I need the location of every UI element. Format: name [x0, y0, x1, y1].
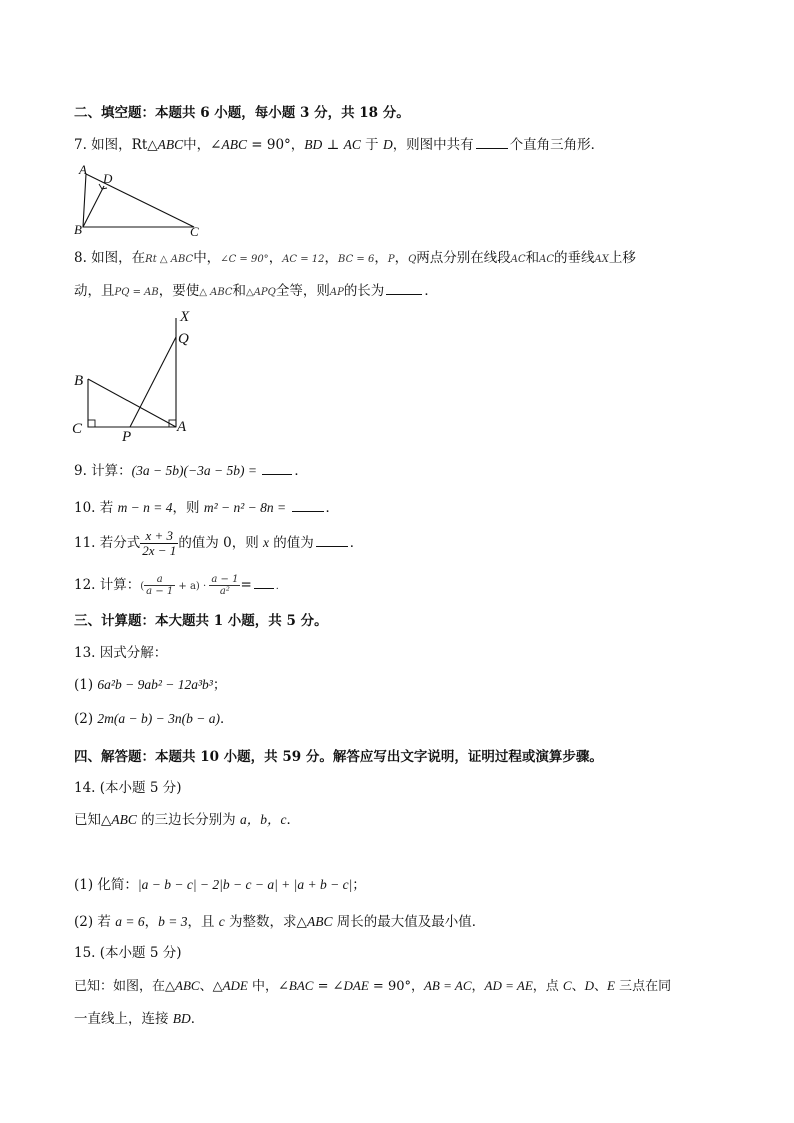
q14-p1-expression: |a − b − c| − 2|b − c − a| + |a + b − c|: [137, 877, 353, 892]
q11-lead: 11. 若分式: [74, 535, 141, 551]
q7-label-c: C: [190, 224, 199, 238]
q11-answer-blank[interactable]: [316, 533, 348, 547]
q14-a-value: a = 6: [115, 914, 145, 929]
q15-text: 、△: [199, 979, 223, 994]
q9-tail: ．: [294, 463, 308, 479]
q7-tail1: ，则图中共有: [392, 137, 474, 153]
q7-mid2: = 90°，: [246, 137, 305, 153]
q10-condition: m − n = 4: [117, 500, 173, 515]
q14-given3: ．: [286, 812, 300, 828]
q8-seg-ac2: AC: [539, 254, 555, 265]
q7-bd: BD: [304, 137, 323, 152]
q8-right-angle-c: [88, 420, 95, 427]
question-14-part-1: [74, 876, 366, 894]
q8-pq-ab: PQ = AB: [114, 287, 159, 298]
q15-text: ．: [190, 1011, 205, 1027]
q8-label-x: X: [180, 309, 190, 325]
q14-b-value: b = 3: [158, 914, 188, 929]
q8-tri-apq: △APQ: [246, 287, 276, 298]
q11-end: ．: [349, 535, 364, 551]
q8-label-a: A: [177, 419, 187, 435]
q14-abc-2: ABC: [306, 914, 333, 929]
q15-text: = 90°，: [368, 979, 424, 994]
question-15-line-1: [74, 977, 671, 996]
q7-abc: ABC: [157, 137, 184, 152]
q12-answer-blank[interactable]: [254, 575, 274, 589]
q7-label-b: B: [74, 222, 82, 237]
q12-numerator-1: a: [144, 574, 175, 586]
question-14-part-2: [74, 913, 485, 931]
q14-text: ，且: [187, 914, 219, 930]
q8-ac-value: AC = 12: [282, 254, 325, 265]
q14-given2: 的三边长分别为: [136, 812, 240, 828]
q12-plus-a: + a) ·: [175, 581, 210, 592]
q13-p1-expression: 6a²b − 9ab² − 12a³b³: [97, 677, 213, 692]
q8-text: ，: [268, 250, 283, 266]
q7-label-d: D: [103, 171, 113, 186]
question-8-line-2: [74, 281, 438, 302]
q7-mid1: 中，∠: [183, 137, 222, 153]
q8-text: ，: [394, 250, 409, 266]
q8-text: ，: [374, 250, 388, 266]
q14-sides: a，b，c: [239, 812, 287, 827]
q8-text: 全等，则: [275, 283, 330, 299]
q13-p1-label: (1): [74, 677, 98, 693]
question-15-title: 15. (本小题 5 分): [74, 945, 182, 961]
q8-text: 8. 如图，在: [74, 250, 146, 266]
q15-ade: ADE: [222, 978, 248, 993]
q7-d: D: [382, 137, 393, 152]
q11-numerator: x + 3: [140, 529, 178, 544]
question-7: [74, 135, 604, 154]
q15-point-d: D: [584, 978, 594, 993]
q9-expression: (3a − 5b)(−3a − 5b) =: [131, 463, 261, 478]
q8-text: 的长为: [343, 283, 385, 299]
section-4-header: 四、解答题：本题共 10 小题，共 59 分。解答应写出文字说明，证明过程或演算步骤。: [74, 749, 603, 765]
q12-equals: =: [240, 577, 252, 593]
q8-text: ，: [324, 250, 339, 266]
section-2-header: 二、填空题：本题共 6 小题，每小题 3 分，共 18 分。: [74, 105, 410, 121]
question-13-part-2: [74, 710, 233, 728]
q8-tri-abc: △ ABC: [199, 287, 233, 298]
q7-abc2: ABC: [221, 137, 247, 152]
question-13-part-1: [74, 676, 226, 694]
q11-mid: 的值为 0，则: [178, 535, 263, 551]
q7-segment-bd: [83, 186, 104, 227]
q12-numerator-2: a − 1: [211, 574, 239, 585]
q8-point-p: P: [387, 254, 395, 265]
q10-tail: ．: [325, 500, 340, 516]
q13-p2-label: (2): [74, 711, 98, 727]
q8-text: 中，: [193, 250, 221, 266]
q8-label-p: P: [122, 429, 132, 444]
q10-mid: ，则: [172, 500, 204, 516]
q8-label-q: Q: [178, 331, 189, 347]
q14-text: (2) 若: [74, 914, 116, 930]
q14-text: 为整数，求△: [224, 914, 307, 930]
q15-text: ，点: [532, 979, 563, 994]
q15-abc: ABC: [175, 978, 200, 993]
q14-text: 周长的最大值及最小值．: [332, 914, 486, 930]
q15-ad-ae: AD = AE: [484, 978, 533, 993]
q14-abc: ABC: [111, 812, 137, 827]
question-9: [74, 461, 308, 480]
q15-text: 中，∠: [247, 979, 289, 994]
q12-denominator-2: a²: [219, 586, 230, 597]
q15-ab-ac: AB = AC: [423, 978, 472, 993]
q8-text: 的垂线: [554, 250, 595, 266]
q15-text: = ∠: [313, 979, 344, 994]
q15-text: ，: [471, 979, 485, 994]
question-14-title: 14. (本小题 5 分): [74, 780, 182, 796]
q12-fraction-1: [144, 574, 175, 597]
question-11: [74, 527, 363, 559]
question-15-line-2: [74, 1010, 204, 1028]
q8-point-q: Q: [408, 254, 417, 265]
q13-p2-expression: 2m(a − b) − 3n(b − a): [97, 711, 220, 726]
q8-rt-abc: Rt △ ABC: [145, 254, 194, 265]
q8-seg-ap: AP: [329, 287, 344, 298]
q7-answer-blank[interactable]: [476, 135, 508, 149]
q9-lead: 9. 计算：: [74, 463, 132, 479]
q11-denominator: 2x − 1: [142, 543, 177, 558]
q8-text: 和: [525, 250, 540, 266]
q11-fraction: [140, 529, 178, 558]
q7-label-a: A: [79, 162, 87, 177]
question-14-given: [74, 811, 300, 829]
q8-text: ．: [424, 283, 438, 299]
q9-answer-blank[interactable]: [262, 461, 292, 475]
q8-label-b: B: [74, 373, 84, 389]
question-12: [74, 570, 286, 602]
q8-segment-pq: [130, 337, 176, 427]
q8-bc-value: BC = 6: [338, 254, 375, 265]
q7-tail2: 个直角三角形．: [509, 137, 605, 153]
q8-text: 上移: [608, 250, 636, 266]
q15-point-c: C: [562, 978, 572, 993]
q7-mid3: 于: [360, 137, 383, 153]
q12-lead: 12. 计算：: [74, 577, 141, 593]
q11-tail: 的值为: [268, 535, 314, 551]
q13-p2-end: ．: [219, 711, 234, 727]
section-3-header: 三、计算题：本大题共 1 小题，共 5 分。: [74, 613, 328, 629]
q13-p1-end: ；: [212, 677, 227, 693]
q15-bac: BAC: [288, 978, 314, 993]
q7-triangle-figure: [74, 160, 214, 238]
q12-end: ．: [275, 581, 286, 592]
q7-lead: 7. 如图，Rt△: [74, 137, 158, 153]
question-8-line-1: [74, 249, 636, 269]
q14-c-variable: c: [218, 914, 225, 929]
q15-bd: BD: [172, 1011, 191, 1026]
q8-text: ，要使: [158, 283, 200, 299]
q14-given: 已知△: [74, 812, 112, 828]
q15-text: 、: [594, 979, 608, 994]
q8-label-c: C: [72, 421, 83, 437]
q12-fraction-2: [209, 574, 240, 597]
q10-lead: 10. 若: [74, 500, 118, 516]
q15-text: 、: [571, 979, 585, 994]
q8-ray-ax: AX: [594, 254, 609, 265]
q8-angle-c: ∠C = 90°: [220, 254, 269, 265]
q8-answer-blank[interactable]: [386, 281, 422, 295]
q14-p1-label: (1) 化简：: [74, 877, 138, 893]
q10-answer-blank[interactable]: [292, 498, 324, 512]
q14-text: ，: [144, 914, 159, 930]
q7-perp: ⊥: [322, 137, 344, 153]
q15-text: 三点在同: [614, 979, 672, 994]
q8-figure: [70, 306, 210, 444]
q7-triangle-abc: [83, 174, 194, 227]
q15-text: 一直线上，连接: [74, 1011, 173, 1027]
q11-variable: x: [262, 535, 269, 550]
q15-point-e: E: [607, 978, 615, 993]
q8-text: 动，且: [74, 283, 115, 299]
q8-segment-ab: [88, 379, 176, 427]
q8-seg-ac: AC: [510, 254, 526, 265]
question-10: [74, 498, 339, 517]
q8-text: 和: [232, 283, 247, 299]
q12-denominator-1: a − 1: [146, 586, 174, 597]
question-13: 13. 因式分解：: [74, 645, 168, 661]
q14-p1-end: ；: [352, 877, 366, 893]
q10-expression: m² − n² − 8n =: [203, 500, 290, 515]
q12-open-paren: (: [140, 581, 145, 592]
q8-text: 两点分别在线段: [416, 250, 511, 266]
q7-ac: AC: [343, 137, 361, 152]
q15-dae: DAE: [343, 978, 369, 993]
q15-text: 已知：如图，在△: [74, 979, 175, 994]
